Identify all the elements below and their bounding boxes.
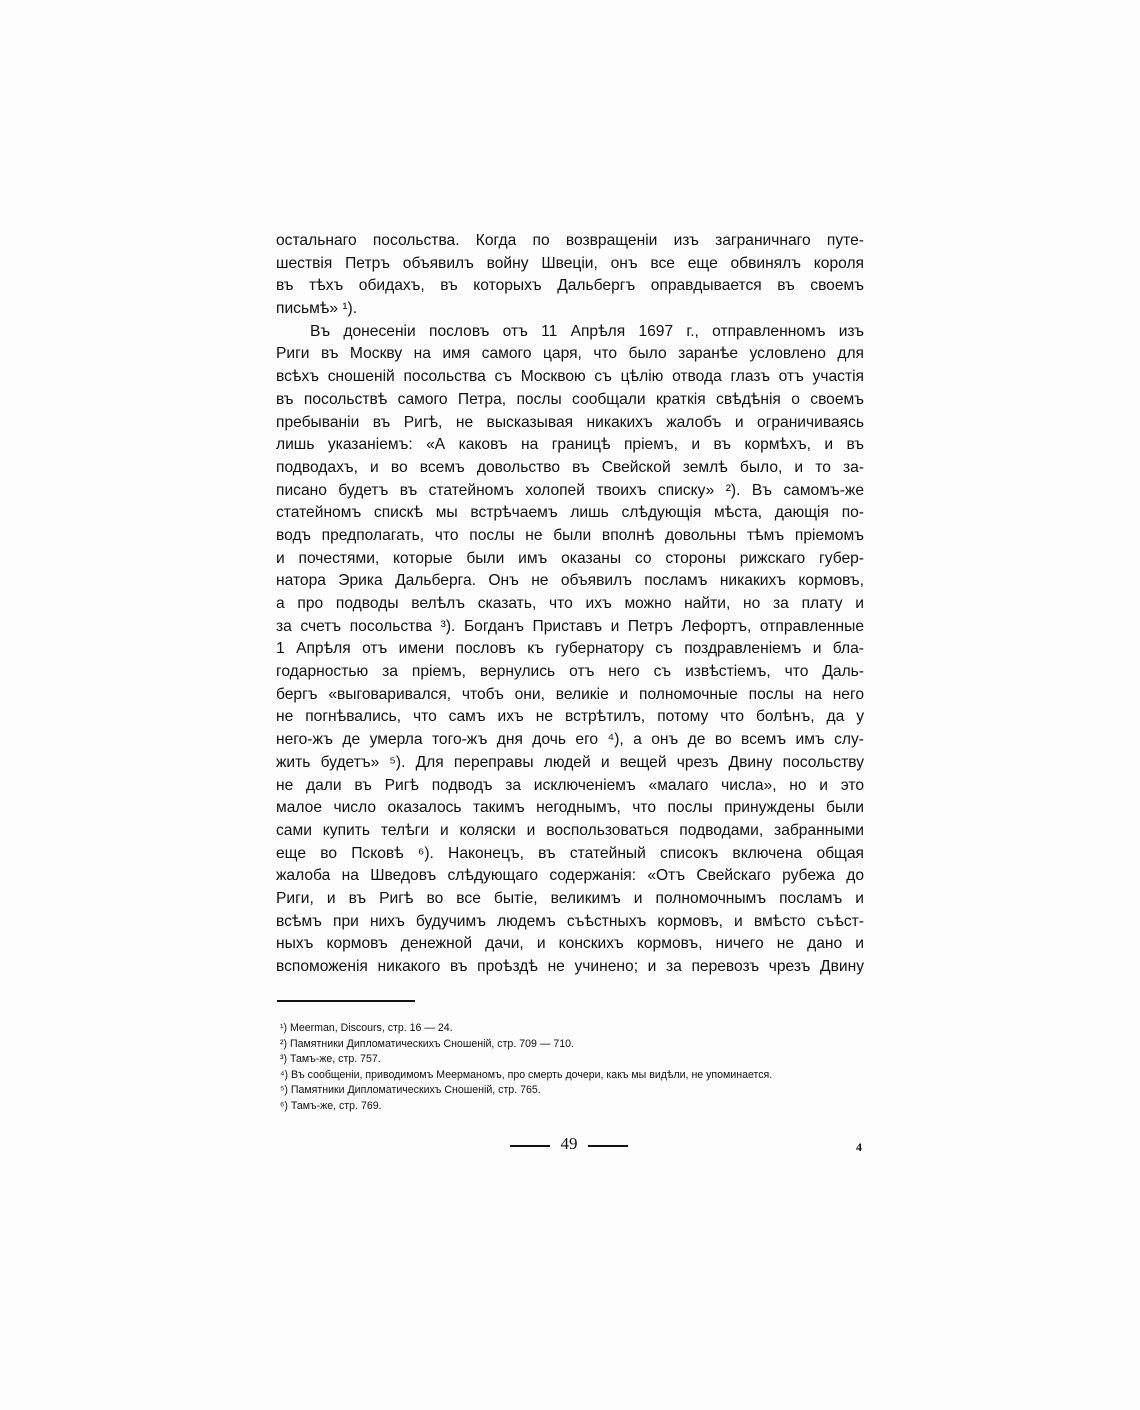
text-line: не погнѣвались, что самъ ихъ не встрѣтилъ, потому что болѣнъ, да у xyxy=(276,708,864,726)
text-line: малое число оказалось такимъ негоднымъ, что послы принуждены были xyxy=(276,799,864,817)
text-line: въ тѣхъ обидахъ, въ которыхъ Дальбергъ оправдывается въ своемъ xyxy=(276,277,864,295)
page-number-block xyxy=(510,1134,628,1158)
text-line: за счетъ посольства ³). Богданъ Приставъ и Петръ Лефортъ, отправленные xyxy=(276,617,864,635)
page-number-dash-right xyxy=(588,1145,628,1147)
text-line: остальнаго посольства. Когда по возвращеніи изъ заграничнаго путе- xyxy=(276,232,864,249)
main-text xyxy=(276,230,864,979)
text-line: въ посольствѣ самого Петра, послы сообщали краткія свѣдѣнія о своемъ xyxy=(276,390,864,408)
text-line: 1 Апрѣля отъ имени пословъ къ губернатору съ поздравленіемъ и бла- xyxy=(276,640,864,658)
text-line: него-жъ де умерла того-жъ дня дочь его ⁴), а онъ де во всемъ имъ слу- xyxy=(276,731,864,749)
text-line: жалоба на Шведовъ слѣдующаго содержанія: «Отъ Свейскаго рубежа до xyxy=(276,867,864,885)
footnote: ¹) Meerman, Discours, стр. 16 — 24. xyxy=(280,1022,453,1034)
text-line: а про подводы велѣлъ сказать, что ихъ можно найти, но за плату и xyxy=(276,595,864,612)
text-line: письмѣ» ¹). xyxy=(276,300,358,318)
footnotes xyxy=(280,1021,880,1114)
text-line: всѣмъ при нихъ будучимъ людемъ съѣстныхъ кормовъ, и вмѣсто съѣст- xyxy=(276,912,864,930)
text-line: не дали въ Ригѣ подводъ за исключеніемъ «малаго числа», но и это xyxy=(276,776,864,794)
text-line: сами купить телѣги и коляски и воспользоваться подводами, забранными xyxy=(276,821,864,839)
text-line: лишь указаніемъ: «А каковъ на границѣ пріемъ, и въ кормѣхъ, и въ xyxy=(276,436,864,454)
text-line: и почестями, которые были имъ оказаны со стороны рижскаго губер- xyxy=(276,549,864,567)
footnote: ⁵) Памятники Дипломатическихъ Сношеній, стр. 765. xyxy=(280,1084,541,1096)
footnote: ²) Памятники Дипломатическихъ Сношеній, стр. 709 — 710. xyxy=(280,1037,574,1050)
text-line: еще во Псковѣ ⁶). Наконецъ, въ статейный списокъ включена общая xyxy=(276,844,864,862)
text-line: статейномъ спискѣ мы встрѣчаемъ лишь слѣдующія мѣста, дающія по- xyxy=(276,504,864,522)
page-number: 49 xyxy=(560,1134,578,1153)
footnote: ⁶) Тамъ-же, стр. 769. xyxy=(280,1099,382,1112)
text-line: вспоможенія никакого въ проѣздѣ не учинено; и за перевозъ чрезъ Двину xyxy=(276,958,864,975)
text-line: Въ донесеніи пословъ отъ 11 Апрѣля 1697 г., отправленномъ изъ xyxy=(310,322,864,340)
text-line: Риги въ Москву на имя самого царя, что было заранѣе условлено для xyxy=(276,345,864,363)
text-line: Риги, и въ Ригѣ во все бытіе, великимъ и полномочнымъ посламъ и xyxy=(276,889,864,907)
text-line: натора Эрика Дальберга. Онъ не объявилъ посламъ никакихъ кормовъ, xyxy=(276,572,864,590)
text-line: всѣхъ сношеній посольства съ Москвою съ цѣлію отвода глазъ отъ участія xyxy=(276,368,864,386)
footnote-divider xyxy=(277,1000,415,1002)
text-line: писано будетъ въ статейномъ холопей твоихъ списку» ²). Въ самомъ-же xyxy=(276,481,864,499)
text-line: годарностью за пріемъ, вернулись отъ него съ извѣстіемъ, что Даль- xyxy=(276,663,864,681)
text-line: водъ предполагать, что послы не были вполнѣ довольны тѣмъ пріемомъ xyxy=(276,526,864,544)
text-line: шествія Петръ объявилъ войну Швеціи, онъ все еще обвинялъ короля xyxy=(276,254,864,272)
text-line: бергъ «выговаривался, чтобъ они, великіе и полномочные послы на него xyxy=(276,685,864,703)
text-line: подводахъ, и во всемъ довольство въ Свейской землѣ было, и то за- xyxy=(276,458,864,476)
footnote: ⁴) Въ сообщеніи, приводимомъ Меерманомъ, про смерть дочери, какъ мы видѣли, не упоминается. xyxy=(280,1068,773,1081)
footnote: ³) Тамъ-же, стр. 757. xyxy=(280,1053,381,1065)
text-line: жить будетъ» ⁵). Для переправы людей и вещей чрезъ Двину посольству xyxy=(276,753,864,771)
signature-mark: 4 xyxy=(856,1140,862,1154)
text-line: пребываніи въ Ригѣ, не высказывая никакихъ жалобъ и ограничиваясь xyxy=(276,413,864,431)
text-line: ныхъ кормовъ денежной дачи, и конскихъ кормовъ, ничего не дано и xyxy=(276,935,864,953)
